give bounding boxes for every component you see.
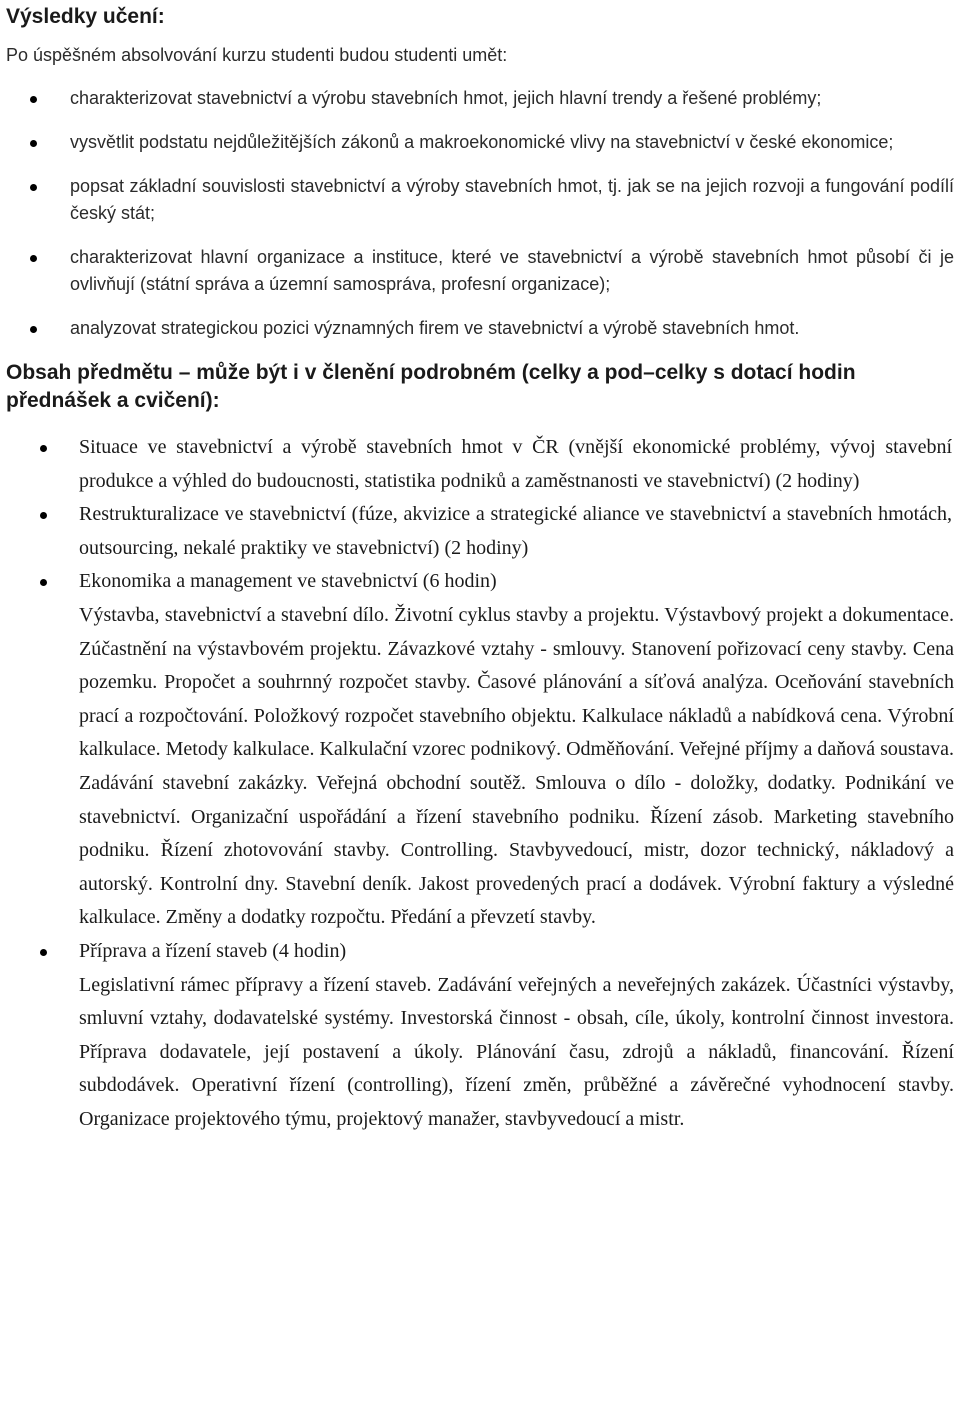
bullet-icon: [40, 579, 47, 586]
bullet-icon: [30, 326, 37, 333]
list-item-text: analyzovat strategickou pozici významných firem ve stavebnictví a výrobě stavebních hmot.: [70, 318, 800, 338]
intro-text: Po úspěšném absolvování kurzu studenti budou studenti umět:: [6, 45, 508, 65]
list-item: [6, 565, 954, 935]
list-item: [6, 173, 954, 227]
bullet-icon: [40, 949, 47, 956]
list-item-text: charakterizovat stavebnictví a výrobu stavebních hmot, jejich hlavní trendy a řešené problémy;: [70, 88, 822, 108]
topic-title: Příprava a řízení staveb (4 hodin): [79, 939, 347, 962]
section-heading-course-content: Obsah předmětu – může být i v členění podrobném (celky a pod–celky s dotací hodin přednášek a cvičení):: [6, 361, 856, 412]
bullet-icon: [30, 96, 37, 103]
list-item-text: popsat základní souvislosti stavebnictví a výroby stavebních hmot, tj. jak se na jejich rozvoji a fungování podílí český stát;: [70, 176, 954, 223]
list-item: [6, 431, 954, 498]
list-item: [6, 935, 954, 1137]
bullet-icon: [30, 140, 37, 147]
list-item: [6, 85, 954, 112]
topic-title: Restrukturalizace ve stavebnictví (fúze, akvizice a strategické aliance ve stavebnictví a stavebních hmotách, outsourcing, nekalé praktiky ve stavebnictví) (2 hodiny): [79, 503, 952, 559]
bullet-icon: [30, 255, 37, 262]
course-content-list: [6, 431, 954, 1136]
bullet-icon: [40, 445, 47, 452]
topic-title: Situace ve stavebnictví a výrobě stavebních hmot v ČR (vnější ekonomické problémy, vývoj stavební produkce a výhled do budoucnosti, statistika podniků a zaměstnanosti ve stavebnictví) (2 hodiny): [79, 436, 952, 492]
list-item: [6, 498, 954, 565]
learning-outcomes-list: [6, 85, 954, 342]
list-item: [6, 129, 954, 156]
bullet-icon: [40, 512, 47, 519]
bullet-icon: [30, 184, 37, 191]
topic-title: Ekonomika a management ve stavebnictví (6 hodin): [79, 570, 497, 593]
list-item: [6, 315, 954, 342]
section-heading-learning-outcomes: Výsledky učení:: [6, 5, 165, 28]
list-item: [6, 244, 954, 298]
topic-detail: Výstavba, stavebnictví a stavební dílo. Životní cyklus stavby a projektu. Výstavbový projekt a dokumentace. Zúčastnění na výstavbovém projektu. Závazkové vztahy - smlouvy. Stanovení pořizovací ceny stavby. Cena pozemku. Propočet a souhrnný rozpočet stavby. Časové plánování a síťová analýza. Oceňování stavebních prací a rozpočtování. Položkový rozpočet stavebního objektu. Kalkulace nákladů a nabídková cena. Výrobní kalkulace. Metody kalkulace. Kalkulační vzorec podnikový. Odměňování. Veřejné příjmy a daňová soustava. Zadávání stavební zakázky. Veřejná obchodní soutěž. Smlouva o dílo - doložky, dodatky. Podnikání ve stavebnictví. Organizační uspořádání a řízení stavebního podniku. Řízení zásob. Marketing stavebního podniku. Řízení zhotovování stavby. Controlling. Stavbyvedoucí, mistr, dozor technický, nákladový a autorský. Kontrolní dny. Stavební deník. Jakost provedených prací a dodávek. Výrobní faktury a výsledné kalkulace. Změny a dodatky rozpočtu. Předání a převzetí stavby.: [79, 603, 954, 929]
topic-detail: Legislativní rámec přípravy a řízení staveb. Zadávání veřejných a neveřejných zakázek. Účastníci výstavby, smluvní vztahy, dodavatelské systémy. Investorská činnost - obsah, cíle, úkoly, kontrolní činnost investora. Příprava dodavatele, její postavení a úkoly. Plánování času, zdrojů a nákladů, financování. Řízení subdodávek. Operativní řízení (controlling), řízení změn, průběžné a závěrečné vyhodnocení stavby. Organizace projektového týmu, projektový manažer, stavbyvedoucí a mistr.: [79, 973, 954, 1130]
list-item-text: vysvětlit podstatu nejdůležitějších zákonů a makroekonomické vlivy na stavebnictví v české ekonomice;: [70, 132, 894, 152]
list-item-text: charakterizovat hlavní organizace a instituce, které ve stavebnictví a výrobě stavebních hmot působí či je ovlivňují (státní správa a územní samospráva, profesní organizace);: [70, 247, 954, 294]
